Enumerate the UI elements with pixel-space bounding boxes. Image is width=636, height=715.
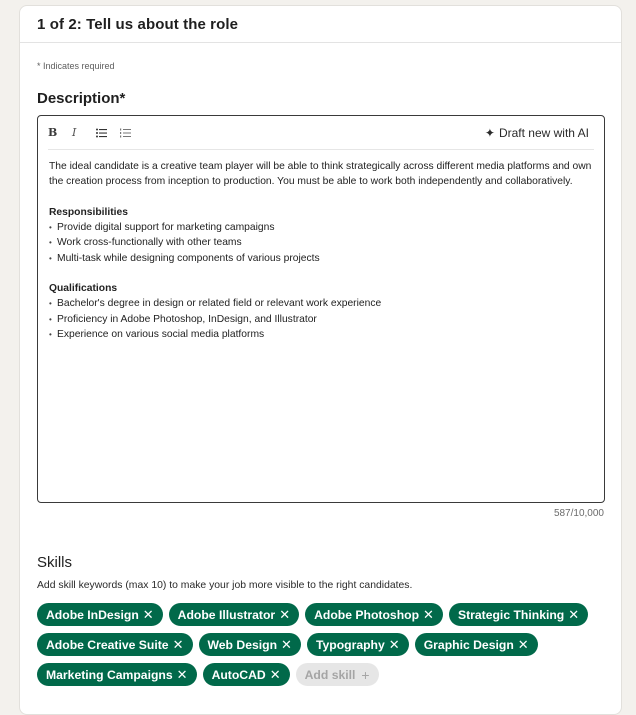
skill-chip[interactable] xyxy=(169,603,299,626)
remove-icon[interactable]: ✕ xyxy=(142,606,154,622)
responsibilities-list xyxy=(49,220,594,266)
skill-chip-label: Adobe Illustrator xyxy=(177,607,276,622)
numbered-list-button[interactable] xyxy=(120,123,144,143)
skill-chip[interactable] xyxy=(307,633,409,656)
skill-chip-label: Marketing Campaigns xyxy=(46,667,173,682)
editor-toolbar xyxy=(48,116,594,150)
remove-icon[interactable]: ✕ xyxy=(269,666,281,682)
skill-chip[interactable] xyxy=(203,663,290,686)
bold-button[interactable]: B xyxy=(48,126,58,139)
skill-chip-label: AutoCAD xyxy=(211,667,266,682)
draft-with-ai-button[interactable] xyxy=(485,126,594,140)
skill-chip[interactable] xyxy=(305,603,443,626)
remove-icon[interactable]: ✕ xyxy=(568,606,580,622)
character-count: 587/10,000 xyxy=(553,508,604,519)
bullet-list-icon xyxy=(96,128,107,138)
skill-chip-label: Typography xyxy=(315,637,385,652)
description-label: Description* xyxy=(37,90,126,107)
skill-chip-label: Strategic Thinking xyxy=(457,607,565,622)
list-item: • Work cross-functionally with other teams xyxy=(49,235,594,250)
italic-button[interactable]: I xyxy=(72,126,77,139)
list-item: • Multi-task while designing components of various projects xyxy=(49,251,594,266)
remove-icon[interactable]: ✕ xyxy=(423,606,434,622)
plus-icon: + xyxy=(361,666,370,683)
qualifications-list xyxy=(49,296,594,342)
list-item: • Experience on various social media platforms xyxy=(49,327,594,342)
add-skill-label: Add skill xyxy=(304,667,356,682)
card-header xyxy=(20,6,621,43)
remove-icon[interactable]: ✕ xyxy=(281,636,292,652)
list-item: • Provide digital support for marketing campaigns xyxy=(49,220,594,235)
remove-icon[interactable]: ✕ xyxy=(279,606,291,622)
job-form-card xyxy=(19,5,622,715)
skill-chip-label: Adobe InDesign xyxy=(46,607,139,622)
skill-chip[interactable] xyxy=(37,633,193,656)
intro-paragraph: The ideal candidate is a creative team player will be able to think strategically across different media platforms and own the creation process from inception to production. You must be able to work both independently and collaboratively. xyxy=(49,161,592,188)
skill-chip[interactable] xyxy=(449,603,588,626)
required-note: * Indicates required xyxy=(37,61,115,71)
responsibilities-heading: Responsibilities xyxy=(49,206,128,218)
list-item: • Proficiency in Adobe Photoshop, InDesign, and Illustrator xyxy=(49,312,594,327)
numbered-list-icon xyxy=(120,128,131,138)
remove-icon[interactable]: ✕ xyxy=(172,636,184,652)
sparkle-icon: ✦ xyxy=(484,125,495,140)
list-item: • Bachelor's degree in design or related field or relevant work experience xyxy=(49,296,594,311)
step-title: 1 of 2: Tell us about the role xyxy=(37,15,239,33)
remove-icon[interactable]: ✕ xyxy=(176,666,188,682)
draft-with-ai-label: Draft new with AI xyxy=(498,125,589,140)
skill-chip-label: Web Design xyxy=(207,637,278,652)
skill-chip-label: Adobe Photoshop xyxy=(314,607,420,622)
qualifications-heading: Qualifications xyxy=(49,283,118,295)
skills-label: Skills xyxy=(37,554,73,571)
bullet-list-button[interactable] xyxy=(96,123,120,143)
skill-chip[interactable] xyxy=(199,633,301,656)
skill-chip-label: Adobe Creative Suite xyxy=(46,637,169,652)
add-skill-button[interactable] xyxy=(296,663,379,686)
skill-chip[interactable] xyxy=(37,663,197,686)
remove-icon[interactable]: ✕ xyxy=(517,636,529,652)
skill-chip[interactable] xyxy=(415,633,538,656)
skill-chip-label: Graphic Design xyxy=(423,637,514,652)
skills-chip-list xyxy=(37,603,597,686)
editor-content[interactable] xyxy=(49,159,594,357)
skill-chip[interactable] xyxy=(37,603,163,626)
skills-help-text: Add skill keywords (max 10) to make your job more visible to the right candidates. xyxy=(37,580,413,591)
remove-icon[interactable]: ✕ xyxy=(388,636,400,652)
description-editor[interactable] xyxy=(37,115,605,503)
